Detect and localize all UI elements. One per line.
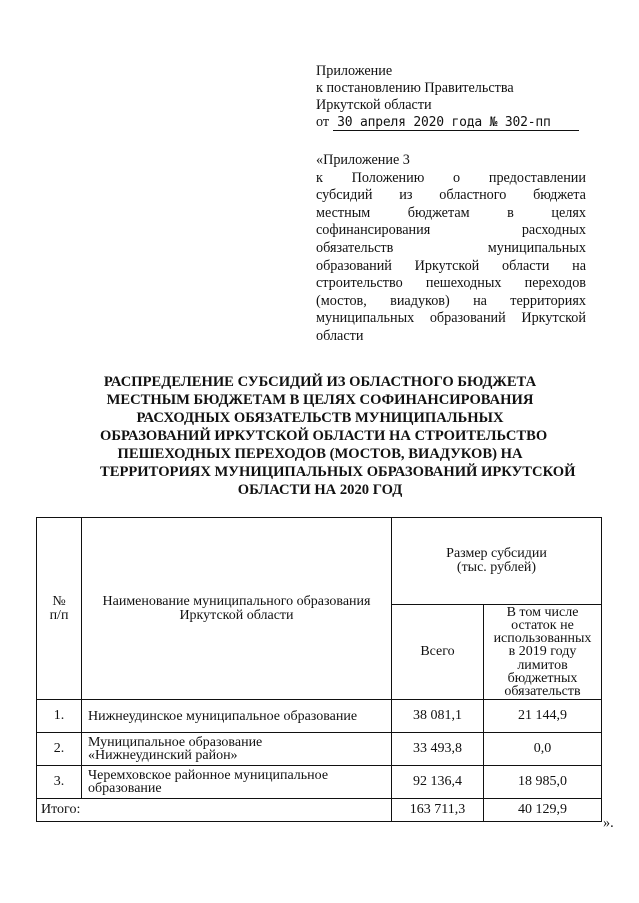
title-line: РАСХОДНЫХ ОБЯЗАТЕЛЬСТВ МУНИЦИПАЛЬНЫХ bbox=[136, 410, 504, 426]
appendix-3-word: софинансирования bbox=[316, 222, 431, 239]
row-municipality-line: образование bbox=[88, 781, 162, 796]
appendix-3-line bbox=[316, 293, 586, 311]
appendix-3-word: к bbox=[316, 169, 323, 186]
appendix-3-word: образований bbox=[429, 310, 506, 327]
appendix-3-word: Положению bbox=[351, 169, 425, 186]
row-remainder: 0,0 bbox=[484, 733, 602, 766]
header-remainder-line: в 2019 году bbox=[508, 644, 577, 660]
row-municipality-line: «Нижнеудинский район» bbox=[88, 748, 238, 763]
appendix-3-word: обязательств bbox=[316, 239, 394, 256]
appendix-3-line bbox=[316, 258, 586, 276]
appendix-3-word: о bbox=[453, 169, 461, 186]
appendix-3-last-line: области bbox=[316, 327, 364, 344]
appendix-3-word: на bbox=[572, 257, 586, 274]
header-subsidy-size bbox=[392, 518, 602, 605]
appendix-3-line bbox=[316, 240, 586, 258]
row-municipality-line: Нижнеудинское муниципальное образование bbox=[88, 708, 358, 724]
header-remainder-line: В том числе bbox=[506, 604, 579, 620]
appendix-3-word: территориях bbox=[510, 292, 586, 309]
appendix-3-caption bbox=[316, 152, 586, 346]
row-municipality-line: Черемховское районное муниципальное bbox=[88, 768, 329, 783]
total-sum: 163 711,3 bbox=[392, 799, 484, 822]
header-line-1: Приложение bbox=[316, 63, 393, 79]
header-remainder bbox=[484, 605, 602, 700]
subsidy-table bbox=[36, 517, 602, 822]
row-total: 33 493,8 bbox=[392, 733, 484, 766]
row-number: 1. bbox=[37, 700, 82, 733]
appendix-3-line bbox=[316, 275, 586, 293]
appendix-3-word: субсидий bbox=[316, 187, 373, 204]
header-municipality-line: Наименование муниципального образования bbox=[102, 593, 371, 609]
total-label: Итого: bbox=[37, 799, 392, 822]
header-number-line: № bbox=[52, 593, 66, 609]
header-date-line bbox=[316, 114, 586, 131]
document-title bbox=[100, 373, 576, 499]
header-remainder-line: обязательств bbox=[504, 684, 581, 699]
appendix-3-line bbox=[316, 310, 586, 328]
title-line: ОБРАЗОВАНИЙ ИРКУТСКОЙ ОБЛАСТИ НА СТРОИТЕЛЬСТВО bbox=[100, 428, 548, 444]
appendix-3-line-1: «Приложение 3 bbox=[316, 152, 410, 168]
appendix-3-word: муниципальных bbox=[316, 310, 415, 327]
appendix-3-line bbox=[316, 205, 586, 223]
table-row bbox=[37, 700, 602, 733]
appendix-3-word: строительство bbox=[316, 275, 403, 292]
appendix-3-word: расходных bbox=[521, 222, 586, 239]
row-total: 92 136,4 bbox=[392, 766, 484, 799]
appendix-3-word: бюджетам bbox=[407, 204, 470, 221]
appendix-3-justified bbox=[316, 170, 586, 328]
table-row bbox=[37, 766, 602, 799]
title-line: МЕСТНЫМ БЮДЖЕТАМ В ЦЕЛЯХ СОФИНАНСИРОВАНИЯ bbox=[106, 392, 534, 408]
header-municipality-line: Иркутской области bbox=[179, 607, 294, 623]
appendix-3-word: (мостов, bbox=[316, 292, 367, 309]
appendix-3-word: муниципальных bbox=[487, 239, 586, 256]
header-remainder-line: лимитов bbox=[517, 657, 568, 673]
appendix-3-line bbox=[316, 170, 586, 188]
header-remainder-line: использованных bbox=[493, 631, 592, 647]
appendix-3-word: из bbox=[399, 187, 413, 204]
appendix-3-word: в bbox=[507, 204, 514, 221]
row-number: 2. bbox=[37, 733, 82, 766]
title-line: РАСПРЕДЕЛЕНИЕ СУБСИДИЙ ИЗ ОБЛАСТНОГО БЮДЖЕТА bbox=[103, 374, 537, 390]
table-row bbox=[37, 733, 602, 766]
header-total: Всего bbox=[392, 605, 484, 700]
table-total-row bbox=[37, 799, 602, 822]
appendix-3-word: Иркутской bbox=[521, 310, 586, 327]
appendix-3-word: переходов bbox=[524, 275, 586, 292]
row-number: 3. bbox=[37, 766, 82, 799]
appendix-3-word: пешеходных bbox=[425, 275, 502, 292]
date-prefix: от bbox=[316, 114, 330, 130]
closing-quote: ». bbox=[603, 815, 614, 831]
header-line-3: Иркутской области bbox=[316, 97, 432, 113]
appendix-3-line bbox=[316, 187, 586, 205]
header-municipality bbox=[82, 518, 392, 700]
title-line: ПЕШЕХОДНЫХ ПЕРЕХОДОВ (МОСТОВ, ВИАДУКОВ) НА bbox=[117, 446, 523, 462]
appendix-3-word: предоставлении bbox=[488, 169, 586, 186]
row-total: 38 081,1 bbox=[392, 700, 484, 733]
appendix-3-line bbox=[316, 222, 586, 240]
appendix-3-word: бюджета bbox=[533, 187, 586, 204]
total-remainder: 40 129,9 bbox=[484, 799, 602, 822]
appendix-3-word: области bbox=[501, 257, 550, 274]
header-line-2: к постановлению Правительства bbox=[316, 80, 514, 96]
header-remainder-line: остаток не bbox=[511, 617, 574, 633]
appendix-3-word: местным bbox=[316, 204, 371, 221]
appendix-3-word: областного bbox=[439, 187, 507, 204]
appendix-3-word: виадуков) bbox=[390, 292, 450, 309]
header-subsidy-line: Размер субсидии bbox=[446, 546, 547, 561]
appendix-3-word: целях bbox=[551, 204, 586, 221]
row-municipality bbox=[82, 766, 392, 799]
date-value: 30 апреля 2020 года № 302-пп bbox=[333, 115, 579, 131]
row-municipality-line: Муниципальное образование bbox=[88, 735, 263, 750]
header-number-line: п/п bbox=[49, 607, 69, 623]
appendix-3-word: образований bbox=[316, 257, 392, 274]
row-remainder: 18 985,0 bbox=[484, 766, 602, 799]
header-number bbox=[37, 518, 82, 700]
header-subsidy-line: (тыс. рублей) bbox=[456, 560, 537, 575]
title-line: ОБЛАСТИ НА 2020 ГОД bbox=[237, 482, 403, 498]
row-municipality bbox=[82, 733, 392, 766]
appendix-header bbox=[316, 63, 586, 131]
title-line: ТЕРРИТОРИЯХ МУНИЦИПАЛЬНЫХ ОБРАЗОВАНИЙ ИРКУТСКОЙ bbox=[100, 464, 576, 480]
row-municipality bbox=[82, 700, 392, 733]
header-remainder-line: бюджетных bbox=[507, 670, 578, 686]
appendix-3-word: Иркутской bbox=[414, 257, 480, 274]
row-remainder: 21 144,9 bbox=[484, 700, 602, 733]
appendix-3-word: на bbox=[473, 292, 487, 309]
